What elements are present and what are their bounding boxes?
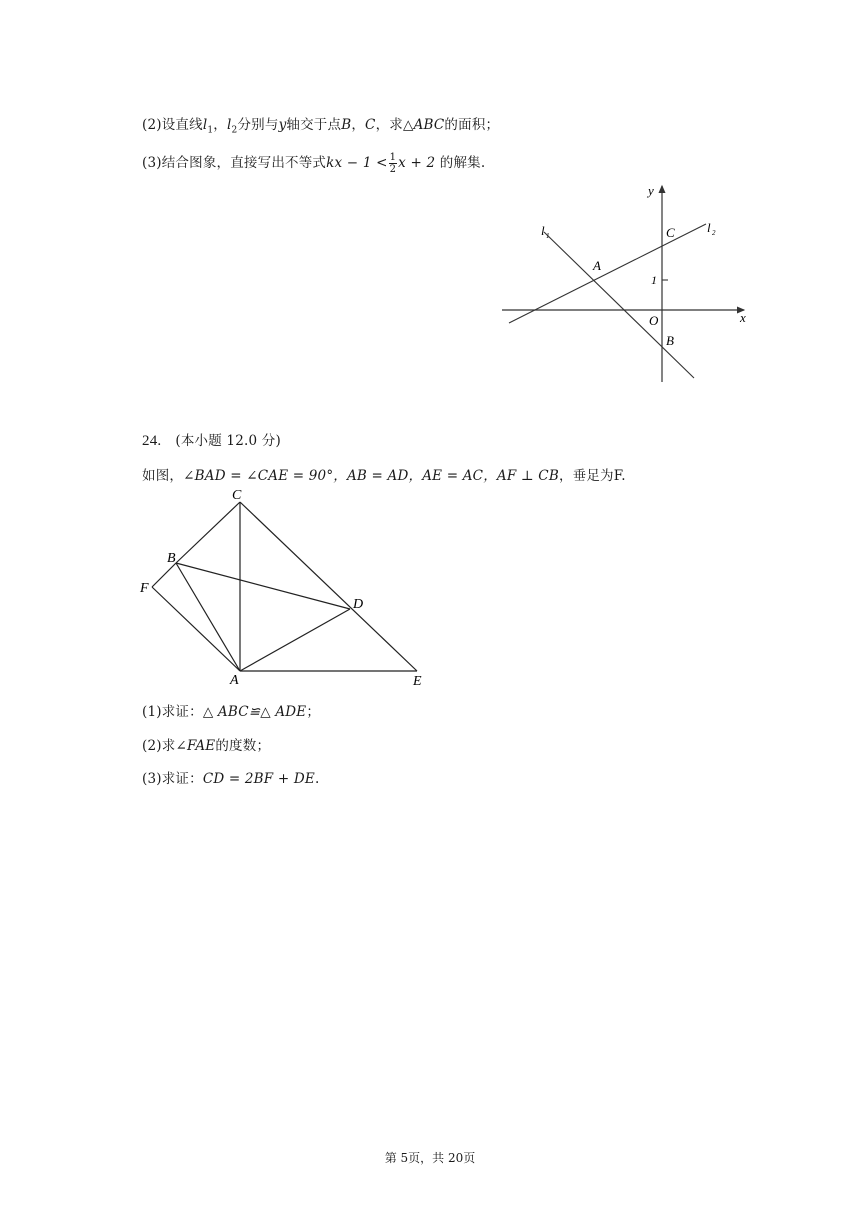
segment-BA: [176, 563, 240, 671]
label-C: C: [232, 488, 242, 503]
q24-part1-end: ；: [306, 704, 321, 720]
label-F: F: [140, 581, 149, 596]
line-l2: [509, 224, 706, 323]
segment-AD: [240, 609, 350, 671]
label-A: A: [230, 673, 239, 688]
q23-part3-fraction: [389, 152, 398, 175]
q23-part3-lhs: kx − 1 <: [326, 155, 388, 171]
label-l1-sub: 1: [546, 232, 550, 240]
q24-part1-math: △ ABC≌△ ADE: [202, 704, 307, 720]
q24-meta: (本小题 12.0 分): [175, 433, 281, 449]
q23-part2-tail: ，求△: [375, 117, 414, 133]
q24-geometry-figure: [132, 484, 442, 690]
q23-part2-l1: l: [202, 117, 208, 133]
q23-part2-l2-sub: 2: [231, 125, 238, 136]
q23-coordinate-figure: [496, 180, 760, 390]
label-l1: l: [541, 223, 545, 238]
q24-part2-lead: (2)求: [142, 738, 176, 754]
q23-part2-C: C: [365, 117, 376, 133]
label-l2-sub: 2: [712, 229, 716, 237]
q24-part3-lead: (3)求证：: [142, 771, 203, 787]
segment-BD: [176, 563, 350, 609]
q24-statement-end: ，垂足为F.: [558, 468, 626, 484]
q23-part3-lead: (3)结合图象，直接写出不等式: [142, 155, 327, 171]
label-one: 1: [651, 273, 657, 287]
q23-part3-frac-den: 2: [389, 164, 397, 175]
q23-part2-comma: ，: [213, 117, 227, 133]
q24-part3-math: CD = 2BF + DE: [202, 771, 315, 787]
q24-part1-lead: (1)求证：: [142, 704, 203, 720]
q23-part2: [142, 113, 499, 136]
q24-part3-end: .: [314, 771, 320, 787]
label-x: x: [740, 310, 746, 325]
q24-part2: [142, 734, 270, 754]
q23-part2-mid2: 轴交于点: [286, 117, 342, 133]
q24-part2-end: 的度数；: [215, 738, 271, 754]
q24-part3: [142, 767, 319, 787]
q23-part2-B: B: [341, 117, 352, 133]
segment-CB: [176, 502, 240, 563]
label-B: B: [666, 333, 674, 348]
q23-part3-rhs: x + 2: [398, 155, 436, 171]
line-l1: [544, 232, 694, 378]
q24-header: [142, 429, 281, 450]
label-C: C: [666, 225, 675, 240]
q24-part2-math: ∠FAE: [175, 738, 216, 754]
segment-BF: [152, 563, 176, 587]
q23-part3-end: 的解集.: [439, 155, 486, 171]
segment-FA: [152, 587, 240, 671]
q24-statement: [142, 464, 626, 484]
q24-statement-math: ∠BAD = ∠CAE = 90°，AB = AD，AE = AC，AF ⊥ CB: [183, 468, 559, 484]
page-footer: 第 5页，共 20页: [384, 1151, 476, 1165]
label-l2: l: [707, 220, 711, 235]
q23-part2-comma2: ，: [351, 117, 366, 133]
label-D: D: [353, 597, 364, 612]
label-B: B: [167, 551, 176, 566]
q23-part3-frac-num: 1: [389, 152, 397, 163]
label-E: E: [413, 674, 422, 689]
label-O: O: [649, 313, 659, 328]
q23-part2-mid: 分别与: [237, 117, 279, 133]
q24-statement-lead: 如图，: [142, 468, 184, 484]
q23-part2-y: y: [278, 117, 287, 133]
q23-part2-ABC: ABC: [413, 117, 445, 133]
q23-part2-lead: (2)设直线: [142, 117, 203, 133]
label-A: A: [593, 258, 601, 273]
q23-part2-l2: l: [227, 117, 232, 133]
label-y: y: [648, 183, 654, 198]
q23-part2-end: 的面积；: [444, 117, 500, 133]
q23-part2-l1-sub: 1: [207, 125, 214, 136]
q24-number: 24.: [142, 433, 162, 449]
q24-part1: [142, 700, 320, 720]
q23-part3: [142, 151, 485, 175]
